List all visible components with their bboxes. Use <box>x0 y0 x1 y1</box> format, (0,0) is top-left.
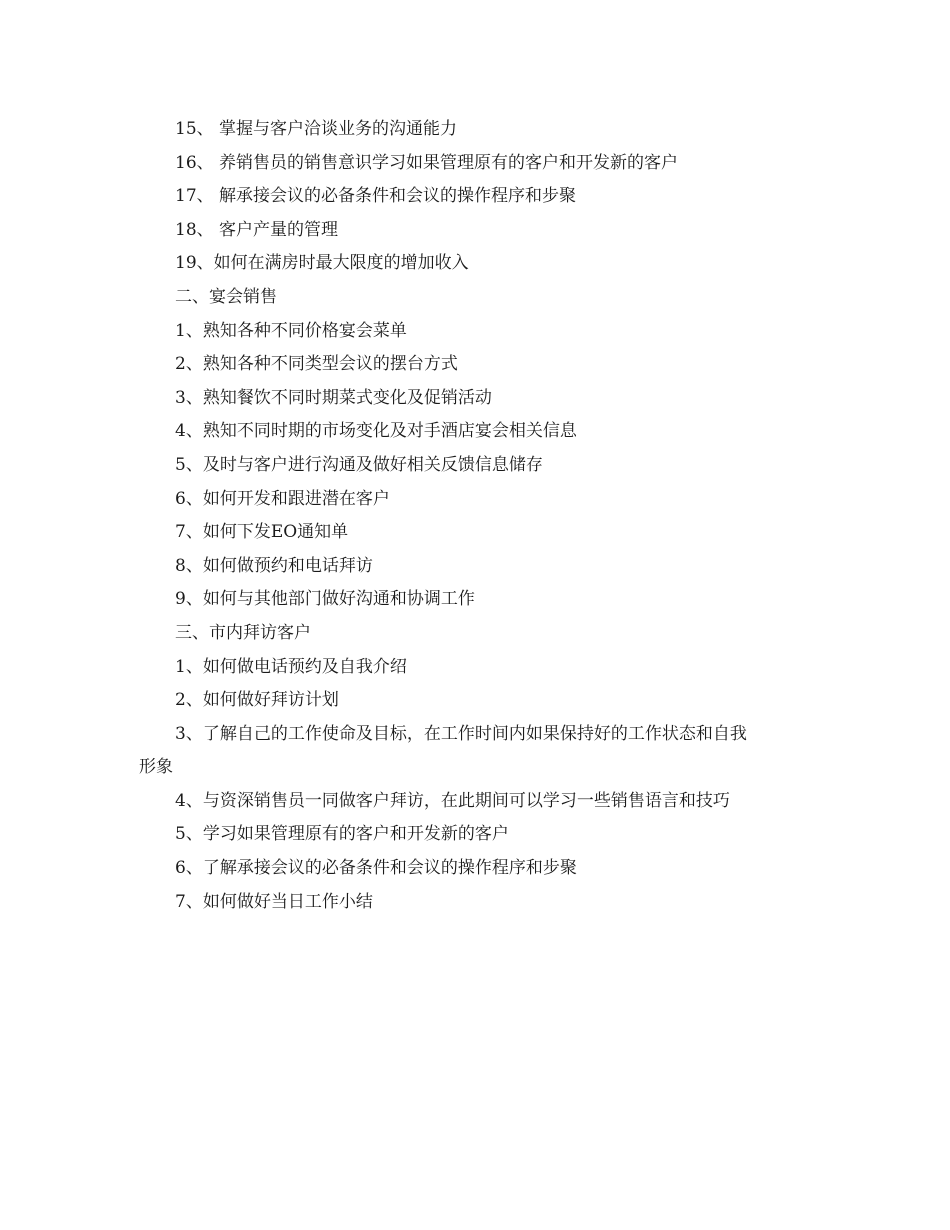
document-body <box>139 113 819 919</box>
list-item: 4、与资深销售员一同做客户拜访，在此期间可以学习一些销售语言和技巧 <box>175 790 730 811</box>
list-item: 2、如何做好拜访计划 <box>175 690 339 711</box>
list-item: 4、熟知不同时期的市场变化及对手酒店宴会相关信息 <box>175 421 577 442</box>
list-item: 8、如何做预约和电话拜访 <box>175 555 373 576</box>
list-item-18: 18、 客户产量的管理 <box>175 219 339 240</box>
section-heading-banquet-sales: 二、宴会销售 <box>175 286 277 307</box>
list-item-continuation: 形象 <box>139 757 173 778</box>
list-item: 5、及时与客户进行沟通及做好相关反馈信息储存 <box>175 454 543 475</box>
list-item: 9、如何与其他部门做好沟通和协调工作 <box>175 589 475 610</box>
list-item-15: 15、 掌握与客户洽谈业务的沟通能力 <box>175 119 458 139</box>
list-item: 7、如何做好当日工作小结 <box>175 891 373 912</box>
list-item: 1、熟知各种不同价格宴会菜单 <box>175 320 407 341</box>
list-item-16: 16、 养销售员的销售意识学习如果管理原有的客户和开发新的客户 <box>175 152 679 173</box>
list-item: 2、熟知各种不同类型会议的摆台方式 <box>175 354 458 375</box>
list-item: 1、如何做电话预约及自我介绍 <box>175 656 407 677</box>
section-heading-city-client-visits: 三、市内拜访客户 <box>175 622 311 643</box>
list-item: 3、了解自己的工作使命及目标，在工作时间内如果保持好的工作状态和自我 <box>175 723 747 744</box>
list-item: 5、学习如果管理原有的客户和开发新的客户 <box>175 824 509 845</box>
list-item: 3、熟知餐饮不同时期菜式变化及促销活动 <box>175 387 492 408</box>
list-item-17: 17、 解承接会议的必备条件和会议的操作程序和步聚 <box>175 186 577 207</box>
list-item: 6、如何开发和跟进潜在客户 <box>175 488 390 509</box>
list-item-19: 19、如何在满房时最大限度的增加收入 <box>175 253 469 274</box>
list-item: 7、如何下发EO通知单 <box>175 522 349 543</box>
list-item: 6、了解承接会议的必备条件和会议的操作程序和步聚 <box>175 858 577 879</box>
